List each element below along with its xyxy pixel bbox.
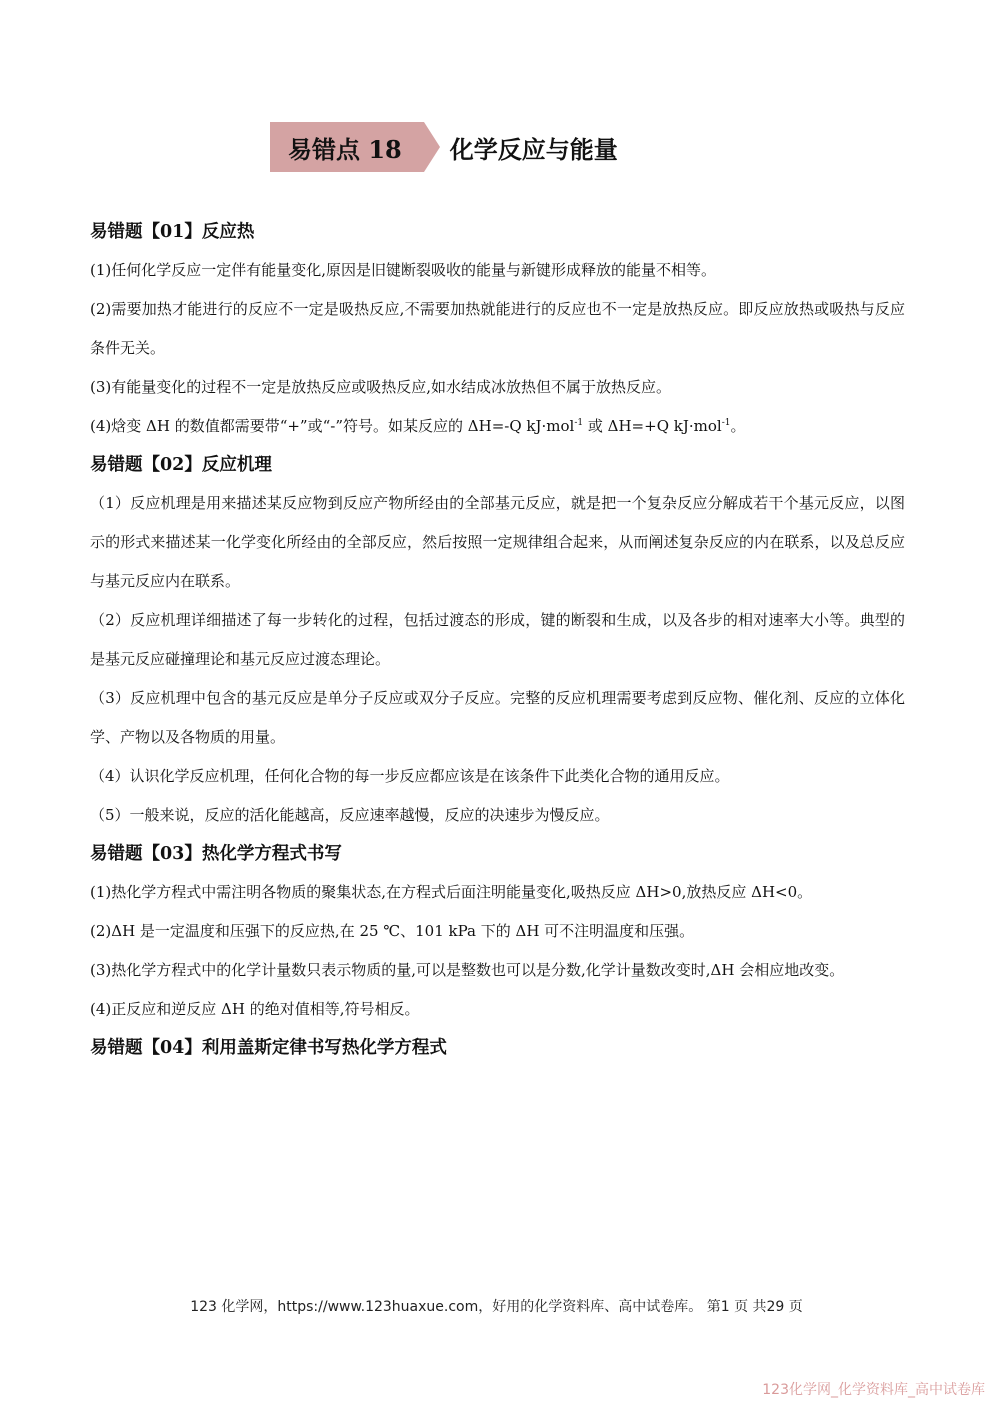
section-heading-04: 易错题【04】利用盖斯定律书写热化学方程式 bbox=[90, 1038, 447, 1058]
paragraph: (1)热化学方程式中需注明各物质的聚集状态,在方程式后面注明能量变化,吸热反应 ΔH>0,放热反应 ΔH<0。 bbox=[90, 883, 813, 901]
paragraph: (4)正反应和逆反应 ΔH 的绝对值相等,符号相反。 bbox=[90, 1000, 420, 1018]
paragraph-enthalpy bbox=[90, 407, 905, 446]
paragraph: (2)需要加热才能进行的反应不一定是吸热反应,不需要加热就能进行的反应也不一定是放热反应。即反应放热或吸热与反应条件无关。 bbox=[90, 300, 905, 357]
text-run: (4)焓变 ΔH 的数值都需要带“+”或“-”符号。如某反应的 ΔH=-Q kJ·mol bbox=[90, 417, 575, 435]
paragraph: (3)有能量变化的过程不一定是放热反应或吸热反应,如水结成冰放热但不属于放热反应。 bbox=[90, 378, 672, 396]
text-run: 或 ΔH=+Q kJ·mol bbox=[583, 417, 722, 435]
paragraph: (2)ΔH 是一定温度和压强下的反应热,在 25 ℃、101 kPa 下的 ΔH 可不注明温度和压强。 bbox=[90, 922, 695, 940]
superscript: -1 bbox=[574, 418, 584, 428]
section-heading-01: 易错题【01】反应热 bbox=[90, 222, 255, 242]
page-footer: 123 化学网，https://www.123huaxue.com，好用的化学资料库、高中试卷库。 第1 页 共29 页 bbox=[190, 1299, 803, 1315]
title-main: 化学反应与能量 bbox=[449, 134, 618, 164]
paragraph: (3)热化学方程式中的化学计量数只表示物质的量,可以是整数也可以是分数,化学计量数改变时,ΔH 会相应地改变。 bbox=[90, 961, 845, 979]
document-body bbox=[90, 213, 905, 1067]
paragraph: （4）认识化学反应机理，任何化合物的每一步反应都应该是在该条件下此类化合物的通用反应。 bbox=[90, 767, 730, 785]
watermark: 123化学网_化学资料库_高中试卷库 bbox=[762, 1382, 985, 1398]
section-heading-02: 易错题【02】反应机理 bbox=[90, 455, 272, 475]
paragraph: （1）反应机理是用来描述某反应物到反应产物所经由的全部基元反应，就是把一个复杂反应分解成若干个基元反应，以图示的形式来描述某一化学变化所经由的全部反应，然后按照一定规律组合起来，从而阐述复杂反应的内在联系，以及总反应与基元反应内在联系。 bbox=[90, 494, 905, 590]
section-heading-03: 易错题【03】热化学方程式书写 bbox=[90, 844, 342, 864]
title-tag: 易错点 18 bbox=[270, 122, 424, 172]
paragraph: （2）反应机理详细描述了每一步转化的过程，包括过渡态的形成，键的断裂和生成，以及各步的相对速率大小等。典型的是基元反应碰撞理论和基元反应过渡态理论。 bbox=[90, 611, 905, 668]
text-run: 。 bbox=[730, 417, 746, 435]
paragraph: （3）反应机理中包含的基元反应是单分子反应或双分子反应。完整的反应机理需要考虑到反应物、催化剂、反应的立体化学、产物以及各物质的用量。 bbox=[90, 689, 905, 746]
superscript: -1 bbox=[721, 418, 731, 428]
paragraph: (1)任何化学反应一定伴有能量变化,原因是旧键断裂吸收的能量与新键形成释放的能量不相等。 bbox=[90, 261, 717, 279]
page-title bbox=[270, 122, 618, 172]
paragraph: （5）一般来说，反应的活化能越高，反应速率越慢，反应的决速步为慢反应。 bbox=[90, 806, 610, 824]
